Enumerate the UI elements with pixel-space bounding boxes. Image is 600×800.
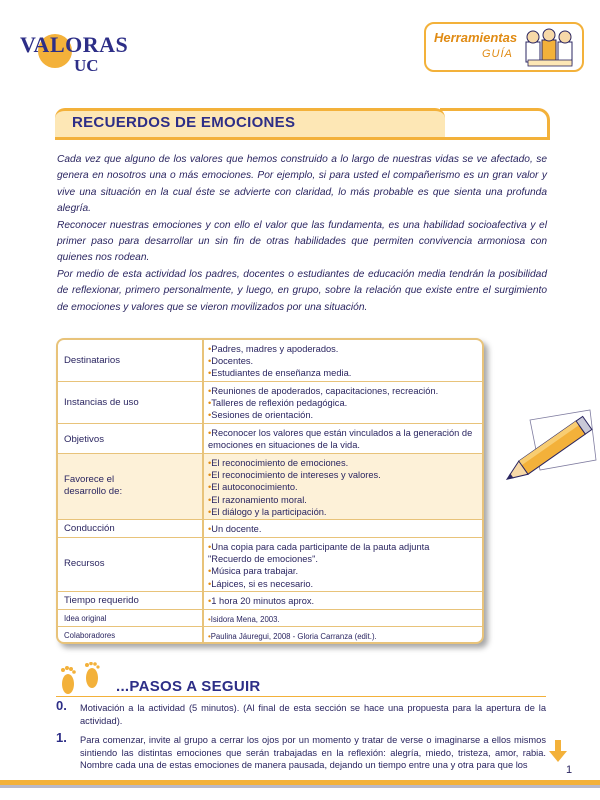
page-title: RECUERDOS DE EMOCIONES <box>72 114 296 131</box>
list-item: • Talleres de reflexión pedagógica. <box>208 397 474 409</box>
intro-text <box>57 152 547 316</box>
row-label-line: desarrollo de: <box>64 486 123 497</box>
list-item: • Música para trabajar. <box>208 565 474 577</box>
row-recursos <box>58 538 482 592</box>
list-item: • Reuniones de apoderados, capacitaciones, recreación. <box>208 385 474 397</box>
list-item: • El diálogo y la participación. <box>208 506 474 518</box>
row-items <box>208 614 474 626</box>
list-item: • 1 hora 20 minutos aprox. <box>208 595 474 607</box>
list-item: • El autoconocimiento. <box>208 481 474 493</box>
list-item: • El reconocimiento de emociones. <box>208 457 474 469</box>
list-item: • Isidora Mena, 2003. <box>208 614 474 626</box>
list-item: • Lápices, si es necesario. <box>208 578 474 590</box>
row-colaboradores <box>58 627 482 644</box>
step-number: 0. <box>56 698 67 713</box>
row-tiempo <box>58 592 482 610</box>
row-label: Tiempo requerido <box>64 595 139 606</box>
list-item: • Un docente. <box>208 523 474 535</box>
footprints-icon <box>56 662 108 696</box>
row-items <box>208 541 474 590</box>
logo-uc-text: UC <box>74 56 99 75</box>
row-items <box>208 595 474 607</box>
row-destinatarios <box>58 340 482 382</box>
row-instancias <box>58 382 482 424</box>
intro-paragraph: Cada vez que alguno de los valores que hemos construido a lo largo de nuestras vidas se ve afectado, se genera en nosotros una o más emociones. Por ejemplo, si para usted el compañerismo es un gran valor y vive una situación en la cual éste se advierte con claridad, lo más probable es que sienta una profunda alegría. <box>57 154 547 215</box>
badge-title: Herramientas <box>434 30 518 45</box>
step-text: Motivación a la actividad (5 minutos). (Al final de esta sección se hace una propuesta para la apertura de la actividad). <box>80 703 546 726</box>
row-label: Idea original <box>64 614 107 623</box>
herramientas-guia-badge <box>424 22 584 72</box>
logo-valoras-text: VALORAS <box>20 32 129 57</box>
list-item: • Una copia para cada participante de la pauta adjunta "Recuerdo de emociones". <box>208 541 474 565</box>
step-number: 1. <box>56 730 67 745</box>
step-item <box>56 698 546 728</box>
step-item <box>56 730 546 774</box>
title-frame <box>440 108 550 140</box>
list-item: • Docentes. <box>208 355 474 367</box>
pencil-illustration-icon <box>490 400 600 510</box>
row-label: Recursos <box>64 558 105 569</box>
intro-paragraph: Por medio de esta actividad los padres, docentes o estudiantes de educación media tendrán la posibilidad de reflexionar, primero personalmente, y luego, en grupo, sobre la relación que existe entre el surgimiento de emociones y valores que se vieron movilizados por una situación. <box>57 268 547 313</box>
row-objetivos <box>58 424 482 454</box>
row-items <box>208 523 474 535</box>
row-label-line: Favorece el <box>64 474 115 485</box>
page-number: 1 <box>566 764 573 776</box>
row-label: Instancias de uso <box>64 397 139 408</box>
list-item: • Estudiantes de enseñanza media. <box>208 367 474 379</box>
row-favorece <box>58 454 482 520</box>
row-conduccion <box>58 520 482 538</box>
step-text: Para comenzar, invite al grupo a cerrar los ojos por un momento y tratar de verse o imaginarse a ellos mismos sintiendo las distintas emociones que serán trabajadas en la reflexión: alegría, miedo, tristeza, amor, rabia. Nombre cada una de estas emociones de manera pausada, dejando un tiempo entre una y otra para que los <box>80 735 546 771</box>
row-label <box>64 474 122 498</box>
row-label: Colaboradores <box>64 631 116 640</box>
valoras-uc-logo <box>20 22 130 75</box>
intro-paragraph: Reconocer nuestras emociones y con ello el valor que las fundamenta, es una habilidad socioafectiva y el primer paso para desarrollar un sin fin de otras habilidades que permiten convivencia armoniosa con quienes nos rodean. <box>57 219 547 264</box>
activity-info-table <box>56 338 484 644</box>
row-items <box>208 385 474 422</box>
continue-arrow-icon <box>548 740 568 762</box>
row-items <box>208 343 474 380</box>
row-label: Destinatarios <box>64 355 120 366</box>
row-items <box>208 631 474 643</box>
people-illustration-icon <box>522 26 578 70</box>
pasos-underline <box>56 696 546 697</box>
row-label: Objetivos <box>64 434 104 445</box>
row-items <box>208 457 474 518</box>
badge-subtitle: GUÍA <box>482 48 513 60</box>
title-underline <box>55 137 547 140</box>
row-items <box>208 427 474 451</box>
list-item: • Reconocer los valores que están vinculados a la generación de emociones en situaciones de la vida. <box>208 427 474 451</box>
list-item: • El razonamiento moral. <box>208 494 474 506</box>
row-idea-original <box>58 610 482 627</box>
row-label: Conducción <box>64 523 115 534</box>
list-item: • Paulina Jáuregui, 2008 - Gloria Carranza (edit.). <box>208 631 474 643</box>
pasos-heading: ...PASOS A SEGUIR <box>116 678 261 695</box>
list-item: • El reconocimiento de intereses y valores. <box>208 469 474 481</box>
footer-bar-shadow <box>0 785 600 788</box>
list-item: • Padres, madres y apoderados. <box>208 343 474 355</box>
list-item: • Sesiones de orientación. <box>208 409 474 421</box>
